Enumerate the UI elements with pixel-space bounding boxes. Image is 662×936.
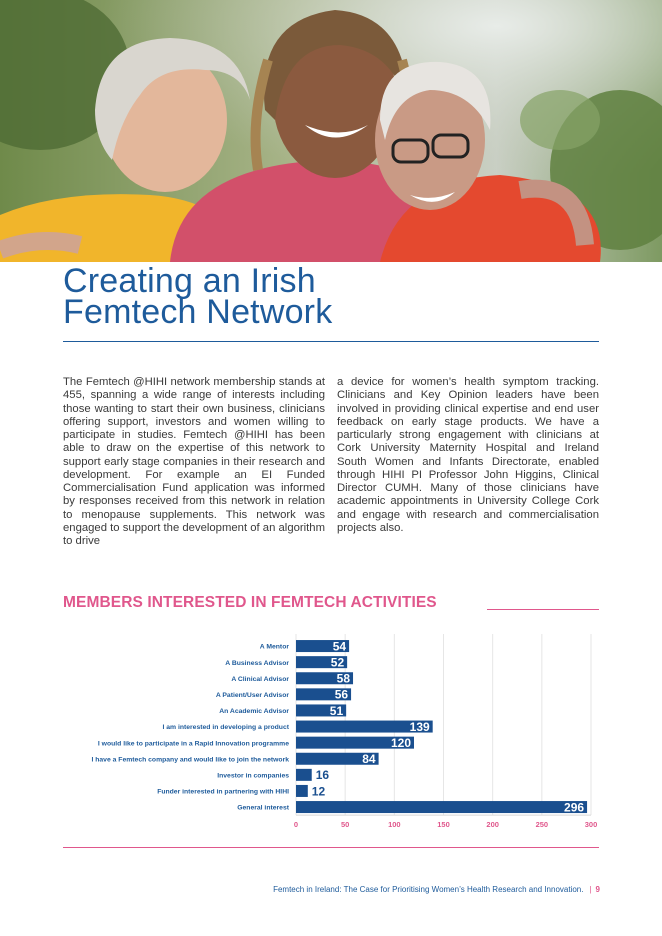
- category-label: I have a Femtech company and would like to join the network: [91, 756, 289, 764]
- x-tick-label: 0: [293, 820, 299, 830]
- chart-heading-rule: [487, 609, 599, 610]
- category-label: A Clinical Advisor: [231, 675, 289, 683]
- category-label: A Mentor: [259, 643, 289, 651]
- chart-heading: MEMBERS INTERESTED IN FEMTECH ACTIVITIES: [63, 594, 437, 611]
- page-number: 9: [595, 885, 600, 894]
- category-label: Investor in companies: [217, 772, 289, 780]
- data-label: 120: [390, 735, 411, 750]
- data-label: 12: [311, 784, 326, 799]
- footer-text: Femtech in Ireland: The Case for Prioritising Women’s Health Research and Innovation.: [273, 885, 584, 894]
- category-label: A Patient/User Advisor: [215, 691, 289, 699]
- data-label: 84: [362, 752, 376, 767]
- body-paragraph-right: a device for women’s health symptom tracking. Clinicians and Key Opinion leaders have been involved in providing clinical expertise and end user feedback on early stage products. We have a particularly strong engagement with clinicians at Cork University Maternity Hospital and Ireland South Women and Infants Directorate, enabled through HIHI PI Professor John Higgins, Clinical Director CUMH. Many of those clinicians have academic appointments in University College Cork and engage with research and commercialisation projects also.: [337, 376, 599, 534]
- x-tick-label: 150: [437, 820, 450, 830]
- hero-photo: [0, 0, 662, 262]
- page-title: [63, 262, 333, 331]
- data-label: 296: [564, 800, 585, 815]
- x-tick-label: 50: [340, 820, 350, 830]
- data-label: 58: [336, 671, 351, 686]
- data-label: 16: [315, 768, 330, 783]
- category-label: I am interested in developing a product: [162, 724, 289, 732]
- page-footer: [273, 885, 600, 894]
- bar: [296, 785, 308, 797]
- category-label: General interest: [237, 804, 289, 812]
- chart-bottom-divider: [63, 847, 599, 848]
- page-title-line-2: Femtech Network: [63, 293, 333, 331]
- members-interest-bar-chart: [0, 628, 662, 833]
- bar: [296, 769, 312, 781]
- photo-three-women-laughing: [0, 0, 662, 262]
- data-label: 52: [330, 655, 345, 670]
- category-label: Funder interested in partnering with HIHI: [157, 788, 289, 796]
- title-divider: [63, 341, 599, 342]
- x-tick-label: 100: [388, 820, 401, 830]
- category-label: I would like to participate in a Rapid Innovation programme: [97, 740, 289, 748]
- data-label: 51: [329, 703, 344, 718]
- x-tick-label: 250: [535, 820, 549, 830]
- data-label: 54: [332, 639, 347, 654]
- body-paragraph-left: The Femtech @HIHI network membership stands at 455, spanning a wide range of interests including those wanting to start their own business, clinicians offering support, investors and women willing to participate in studies. Femtech @HIHI has been able to draw on the expertise of this network to support early stage companies in their research and development. For example an EI Funded Commercialisation Fund application was informed by responses received from this network in relation to menopause supplements. This network was engaged to support the development of an algorithm to drive: [63, 376, 325, 547]
- page-title-line-1: Creating an Irish: [63, 262, 316, 300]
- data-label: 56: [334, 687, 349, 702]
- data-label: 139: [409, 719, 430, 734]
- category-label: An Academic Advisor: [219, 708, 289, 716]
- category-label: A Business Advisor: [225, 659, 289, 667]
- x-tick-label: 300: [584, 820, 598, 830]
- bar: [296, 801, 587, 813]
- footer-separator: |: [589, 885, 592, 894]
- x-tick-label: 200: [486, 820, 499, 830]
